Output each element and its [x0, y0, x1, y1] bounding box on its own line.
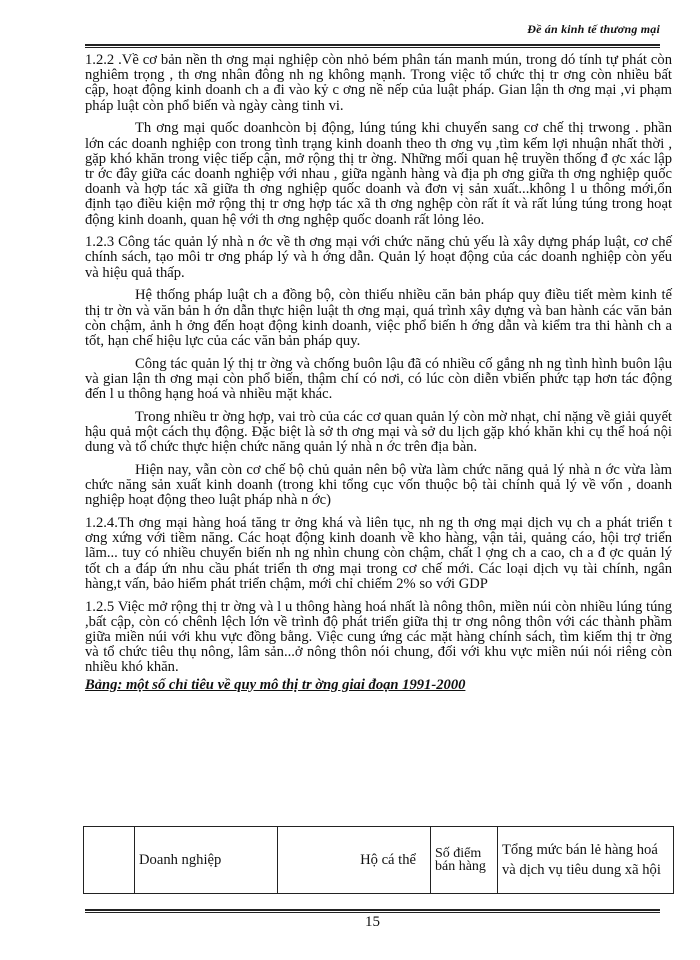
paragraph-legal-system: Hệ thống pháp luật ch a đồng bộ, còn thiếu nhiều căn bản pháp quy điều tiết mèm kinh tế thị tr ờn và văn bản h ớn dẫn thực hiện luật th ơng mại, quá trình xây dựng và ban hành các văn bản còn chậm, ảnh h ởng đến hoạt động kinh doanh, việc phổ biến h ớng dẫn và kiểm tra thi hành ch a tốt, hạn chế hiệu lực của các văn bản pháp quy. [85, 287, 672, 349]
total-retail-line-2: và dịch vụ tiêu dung xã hội [502, 862, 661, 878]
table-cell-blank [84, 827, 135, 894]
table-header-enterprise: Doanh nghiệp [135, 827, 278, 894]
market-scale-table [83, 826, 674, 894]
table-header-household: Hộ cá thể [278, 827, 431, 894]
paragraph-1-2-5: 1.2.5 Việc mở rộng thị tr ờng và l u thông hàng hoá nhất là nông thôn, miền núi còn nhiều lúng túng ,bất cập, còn có chênh lệch lớn về trình độ phát triển giữa thị tr ơng nông thôn với các thành phầm giữa miền núi với khu vực đồng bằng. Việc cung ứng các mặt hàng chính sách, tìm kiếm thị tr ờng và tổ chức tiêu thụ nông, lâm sản...ở nông thôn nói chung, đối với khu vực miền núi nói riêng còn nhiều khó khăn. [85, 598, 672, 676]
header-divider [85, 44, 660, 48]
footer-divider [85, 909, 660, 913]
table-caption: Bảng: một số chỉ tiêu về quy mô thị tr ờng giai đoạn 1991-2000 [85, 676, 466, 693]
page-number: 15 [365, 914, 380, 930]
paragraph-state-commerce: Th ơng mại quốc doanhcòn bị động, lúng túng khi chuyển sang cơ chế thị trwong . phần lớn các doanh nghiệp con trong tình trạng kinh doanh theo th ơng vụ ,tìm kếm lợi nhuận nhất thời , gặp khó khăn trong việc tiếp cận, mở rộng thị tr ờng. Những mối quan hệ truyền thống đ ợc xác lập tr ớc đây giữa các doanh nghiệp với nhau , giữa ngành hàng và địa ph ơng giữa th ơng nghiệp quốc doanh và hợp tác xã giữa th ơng nghiệp quốc doanh và đơn vị sản xuất...không l u thông mới,ổn định tạo điều kiện mở rộng thị tr ơng hợp tác xã th ơng nghệp còn rất ít và rất lúng túng trong hoạt động kinh doanh, quan hệ với th ơng nghệp quốc doanh rất lỏng lẻo. [85, 120, 672, 228]
total-retail-line-1: Tổng mức bán lẻ hàng hoá [502, 842, 658, 858]
paragraph-1-2-3: 1.2.3 Công tác quản lý nhà n ớc về th ơng mại với chức năng chủ yếu là xây dựng pháp luật, cơ chế chính sách, tạo môi tr ơng pháp lý và h ớng dẫn. Quản lý hoạt động của các doanh nghiệp còn yếu và hiệu quả thấp. [85, 234, 672, 281]
paragraph-1-2-2: 1.2.2 .Về cơ bản nền th ơng mại nghiệp còn nhỏ bém phân tán manh mún, trong dó tính tự phát còn nghiêm trọng , th ơng nhân đông nh ng không mạnh. Trong việc tổ chức thị tr ơng còn nhiều bất cập, hoạt động kinh doanh ch a đi vào kỷ c ơng nề nếp của luật pháp. Gian lận th ơng mại ,vi phạm pháp luật còn phổ biến và ngày càng tinh vi. [85, 52, 672, 114]
paragraph-agencies-role: Trong nhiều tr ờng hợp, vai trò của các cơ quan quản lý còn mờ nhạt, chỉ nặng về giải quyết hậu quả một cách thụ động. Đặc biệt là sở th ơng mại và sở du lịch gặp khó khăn khi cụ thể hoá nội dung và tổ chức thực hiện chức năng quản lý nhà n ớc trên địa bàn. [85, 408, 672, 456]
paragraph-1-2-4: 1.2.4.Th ơng mại hàng hoá tăng tr ởng khá và liên tục, nh ng th ơng mại dịch vụ ch a phát triển t ơng xứng với tiềm năng. Các hoạt động kinh doanh về kho hàng, vận tải, quảng cáo, hội trợ triển lãm... tuy có nhiều chuyển biến nh ng nhìn chung còn chậm, chất l ợng ch a cao, ch a đ ợc quản lý tốt ch a đáp ứn nhu cầu phát triển th ơng mại trong cơ chế mới. Các loại dịch vụ tài chính, ngân hàng,t vấn, bảo hiểm phát triển chậm, mới chỉ chiếm 2% so với GDP [85, 514, 672, 592]
table-header-sales-points: Số điểm bán hàng [431, 827, 498, 894]
running-header-title: Đề án kinh tế thương mại [527, 22, 660, 36]
table-header-total-retail [498, 827, 674, 894]
document-body [85, 53, 672, 693]
paragraph-ministry-mechanism: Hiện nay, vẫn còn cơ chế bộ chủ quản nên bộ vừa làm chức năng quả lý nhà n ớc vừa làm chức năng sản xuất kinh doanh (trong khi tổng cục vốn thuộc bộ tài chính quả lý về vốn , doanh nghiệp hoạt động theo luật pháp nhà n ớc) [85, 461, 672, 509]
paragraph-market-management: Công tác quản lý thị tr ờng và chống buôn lậu đã có nhiều cố gắng nh ng tình hình buôn lậu và gian lận th ơng mại còn phổ biến, thậm chí có nơi, có lúc còn diễn vbiến phức tạp hơn tác động đến l u thông hạng hoá và nhiều mặt khác. [85, 355, 672, 403]
table-header-row [84, 827, 674, 894]
